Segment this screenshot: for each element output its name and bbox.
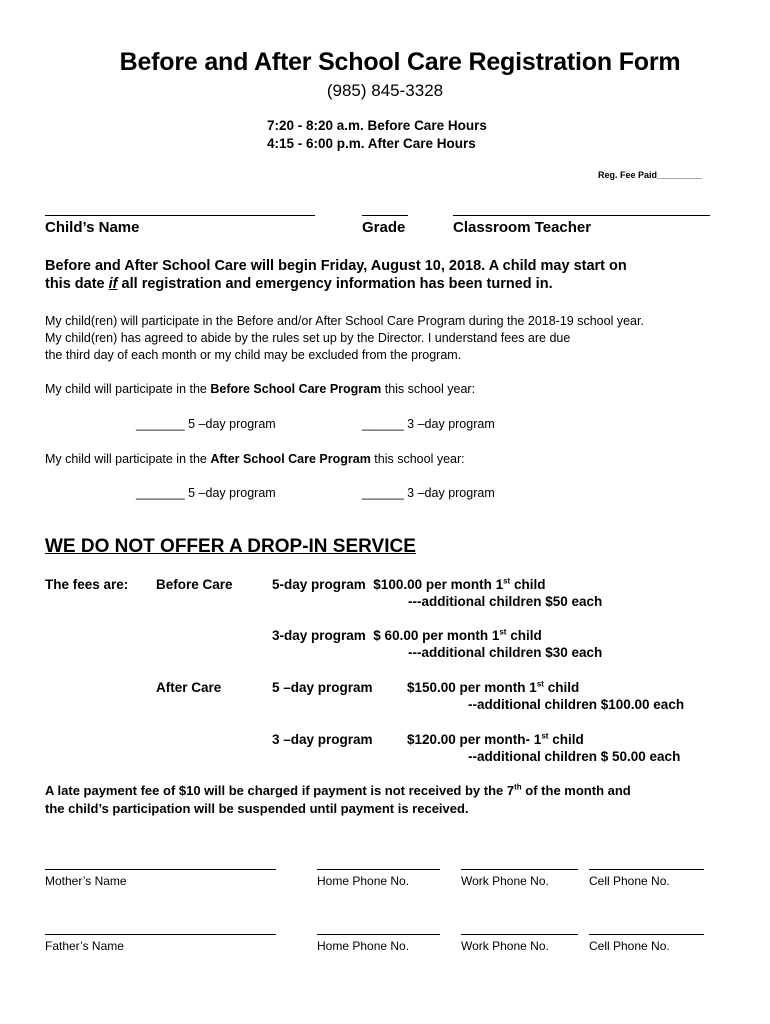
grade-line[interactable]	[362, 215, 408, 216]
mother-home-phone-line[interactable]	[317, 869, 440, 870]
before-5day-fee: 5-day program $100.00 per month 1st child	[272, 576, 546, 592]
father-cell-phone-label: Cell Phone No.	[589, 939, 670, 953]
father-name-label: Father’s Name	[45, 939, 124, 953]
mother-home-phone-label: Home Phone No.	[317, 874, 410, 888]
mother-cell-phone-line[interactable]	[589, 869, 704, 870]
no-dropin-heading: WE DO NOT OFFER A DROP-IN SERVICE	[45, 536, 416, 557]
if-emphasis: if	[108, 276, 118, 292]
teacher-line[interactable]	[453, 215, 710, 216]
reg-fee-paid[interactable]: Reg. Fee Paid_________	[598, 170, 703, 180]
child-name-label: Child’s Name	[45, 219, 140, 236]
phone-number: (985) 845-3328	[326, 81, 444, 100]
before-program-statement: My child will participate in the Before School Care Program this school year:	[45, 382, 476, 396]
start-notice-line2: this date if all registration and emergency information has been turned in.	[45, 276, 553, 292]
after-program-statement: My child will participate in the After School Care Program this school year:	[45, 452, 465, 466]
father-home-phone-line[interactable]	[317, 934, 440, 935]
agreement-line1: My child(ren) will participate in the Before and/or After School Care Program during the 2018-19 school year.	[45, 314, 644, 328]
after-5day-extra: --additional children $100.00 each	[468, 697, 685, 712]
agreement-line3: the third day of each month or my child may be excluded from the program.	[45, 348, 462, 362]
agreement-line2: My child(ren) has agreed to abide by the rules set up by the Director. I understand fees are due	[45, 331, 571, 345]
before-3day-option[interactable]: ______ 3 –day program	[362, 417, 495, 431]
mother-cell-phone-label: Cell Phone No.	[589, 874, 670, 888]
after-care-label: After Care	[156, 680, 222, 695]
before-care-hours: 7:20 - 8:20 a.m. Before Care Hours	[267, 118, 487, 133]
before-3day-fee: 3-day program $ 60.00 per month 1st child	[272, 627, 542, 643]
before-care-label: Before Care	[156, 577, 233, 592]
father-home-phone-label: Home Phone No.	[317, 939, 410, 953]
after-3day-program: 3 –day program	[272, 732, 373, 747]
father-name-line[interactable]	[45, 934, 276, 935]
form-title: Before and After School Care Registration Form	[119, 48, 681, 76]
mother-work-phone-line[interactable]	[461, 869, 578, 870]
fees-label: The fees are:	[45, 577, 129, 592]
mother-name-line[interactable]	[45, 869, 276, 870]
father-work-phone-label: Work Phone No.	[461, 939, 549, 953]
after-5day-fee: $150.00 per month 1st child	[407, 679, 580, 695]
grade-label: Grade	[362, 219, 406, 236]
after-5day-option[interactable]: _______ 5 –day program	[136, 486, 276, 500]
after-3day-fee: $120.00 per month- 1st child	[407, 731, 584, 747]
before-5day-option[interactable]: _______ 5 –day program	[136, 417, 276, 431]
mother-name-label: Mother’s Name	[45, 874, 127, 888]
after-3day-extra: --additional children $ 50.00 each	[468, 749, 681, 764]
late-fee-line1: A late payment fee of $10 will be charged if payment is not received by the 7th of the month and	[45, 782, 631, 798]
after-3day-option[interactable]: ______ 3 –day program	[362, 486, 495, 500]
start-notice-line1: Before and After School Care will begin Friday, August 10, 2018. A child may start on	[45, 258, 627, 274]
before-3day-extra: ---additional children $30 each	[408, 645, 603, 660]
father-cell-phone-line[interactable]	[589, 934, 704, 935]
mother-work-phone-label: Work Phone No.	[461, 874, 549, 888]
teacher-label: Classroom Teacher	[453, 219, 592, 236]
father-work-phone-line[interactable]	[461, 934, 578, 935]
child-name-line[interactable]	[45, 215, 315, 216]
late-fee-line2: the child’s participation will be suspended until payment is received.	[45, 801, 469, 816]
before-5day-extra: ---additional children $50 each	[408, 594, 603, 609]
after-care-hours: 4:15 - 6:00 p.m. After Care Hours	[267, 136, 476, 151]
after-5day-program: 5 –day program	[272, 680, 373, 695]
